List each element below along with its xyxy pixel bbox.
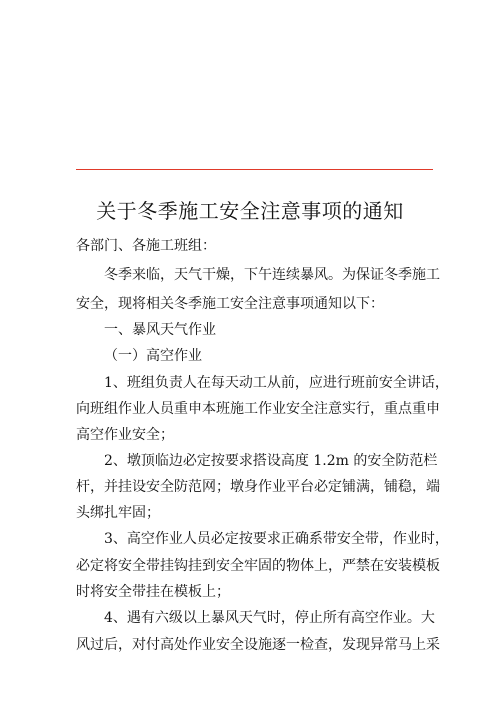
paragraph-line: 3、高空作业人员必定按要求正确系带安全带，作业时， [104, 531, 449, 547]
paragraph-line: 头绑扎牢固； [76, 505, 160, 521]
paragraph-line: 冬季来临，天气干燥，下午连续暴风。为保证冬季施工 [104, 267, 440, 283]
notice-title: 关于冬季施工安全注意事项的通知 [96, 199, 404, 223]
paragraph-line: 必定将安全带挂钩挂到安全牢固的物体上，严禁在安装模板 [76, 558, 440, 574]
paragraph-line: 高空作业安全； [76, 427, 174, 443]
subsection-heading: （一）高空作业 [104, 348, 202, 364]
paragraph-line: 杆，并挂设安全防范网；墩身作业平台必定铺满，铺稳，端 [76, 479, 440, 495]
paragraph-line: 时将安全带挂在模板上； [76, 584, 230, 600]
section-heading: 一、暴风天气作业 [104, 322, 216, 338]
salutation: 各部门、各施工班组： [76, 238, 216, 254]
paragraph-line: 向班组作业人员重申本班施工作业安全注意实行，重点重申 [76, 401, 440, 417]
paragraph-line: 安全，现将相关冬季施工安全注意事项通知以下： [76, 296, 384, 312]
paragraph-line: 风过后，对付高处作业安全设施逐一检查，发现异常马上采 [76, 637, 440, 653]
paragraph-line: 4、遇有六级以上暴风天气时，停止所有高空作业。大 [104, 610, 435, 626]
paragraph-line: 1、班组负责人在每天动工从前，应进行班前安全讲话， [104, 375, 449, 391]
paragraph-line: 2、墩顶临边必定按要求搭设高度 1.2m 的安全防范栏 [104, 453, 438, 469]
red-header-rule [76, 169, 433, 170]
